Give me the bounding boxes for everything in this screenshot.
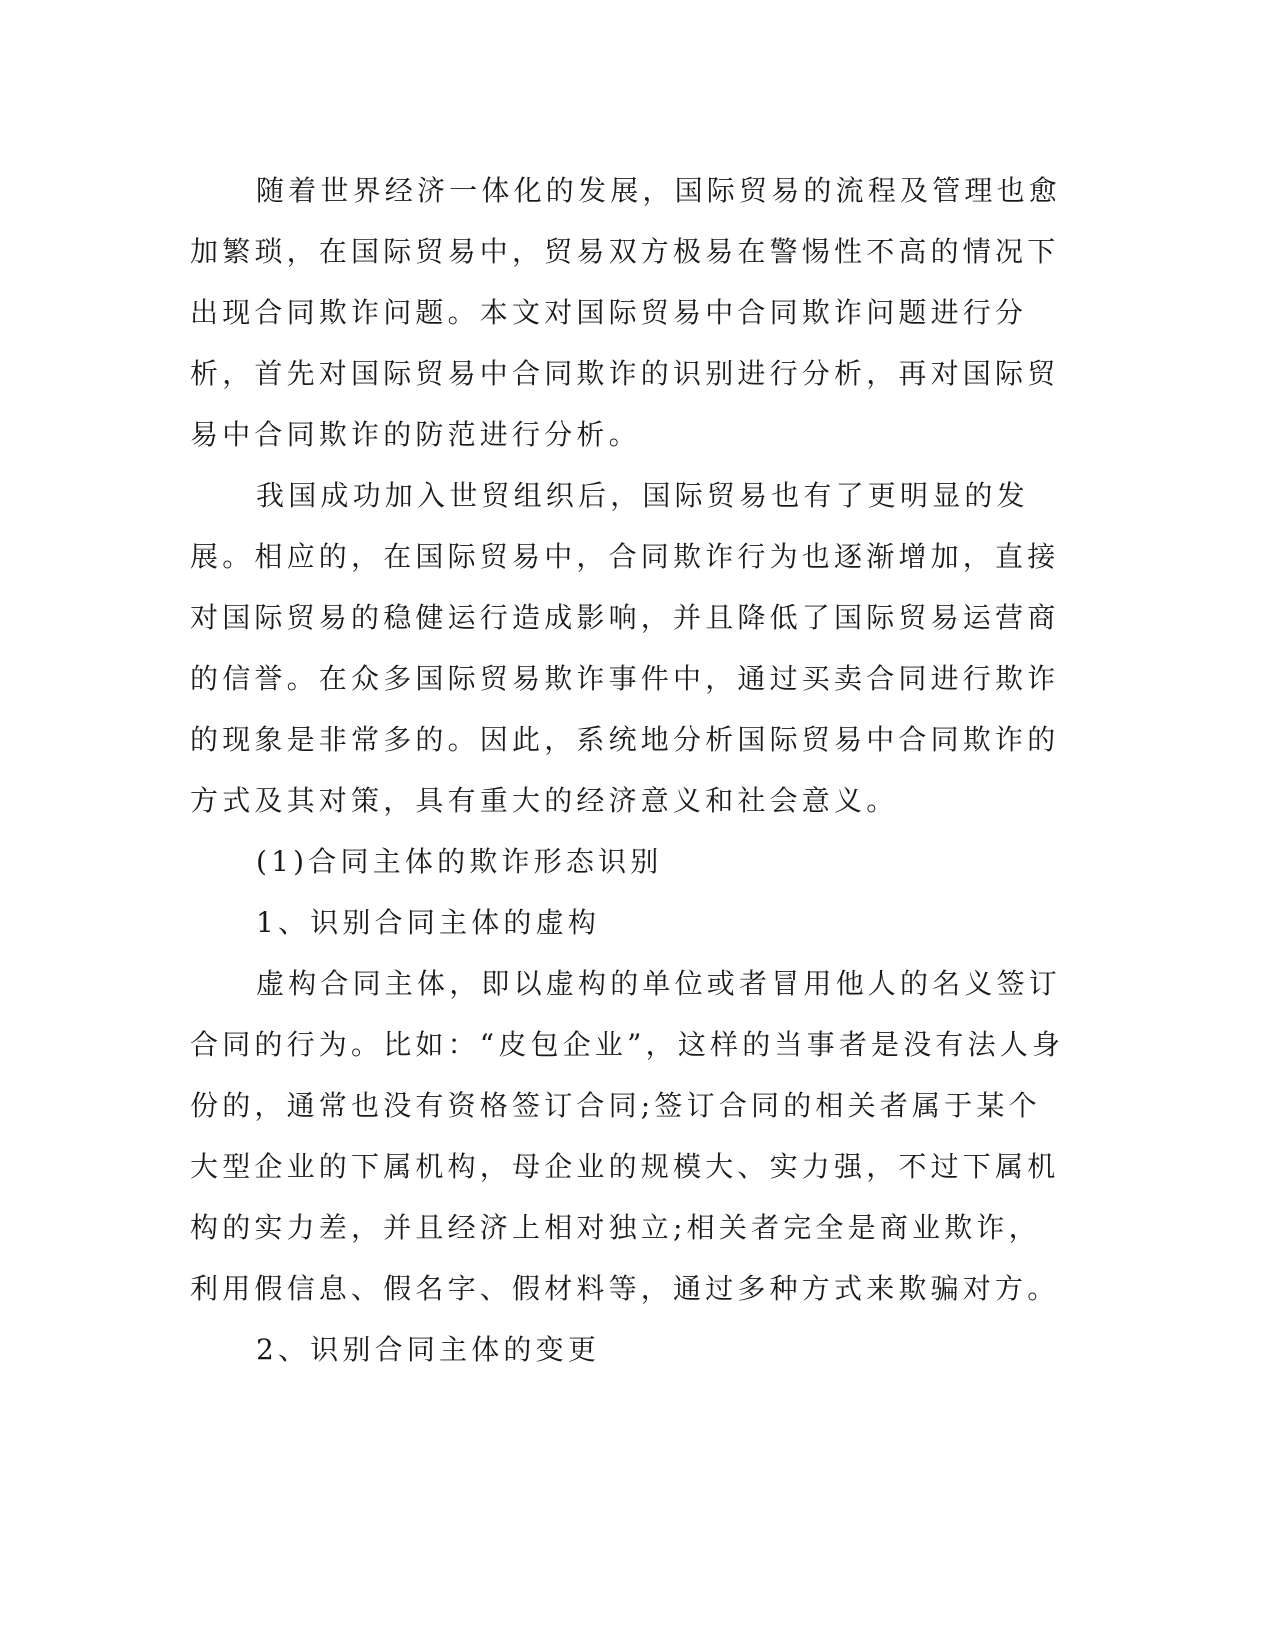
subheading-fictitious-subject: 1、识别合同主体的虚构 (256, 906, 601, 939)
subheading-subject-change: 2、识别合同主体的变更 (256, 1333, 601, 1366)
document-body (190, 160, 1070, 1380)
fictitious-subject-paragraph: 虚构合同主体，即以虚构的单位或者冒用他人的名义签订合同的行为。比如：“皮包企业”，这样的当事者是没有法人身份的，通常也没有资格签订合同;签订合同的相关者属于某个大型企业的下属机构，母企业的规模大、实力强，不过下属机构的实力差，并且经济上相对独立;相关者完全是商业欺诈，利用假信息、假名字、假材料等，通过多种方式来欺骗对方。 (190, 967, 1065, 1305)
background-paragraph: 我国成功加入世贸组织后，国际贸易也有了更明显的发展。相应的，在国际贸易中，合同欺诈行为也逐渐增加，直接对国际贸易的稳健运行造成影响，并且降低了国际贸易运营商的信誉。在众多国际贸易欺诈事件中，通过买卖合同进行欺诈的现象是非常多的。因此，系统地分析国际贸易中合同欺诈的方式及其对策，具有重大的经济意义和社会意义。 (190, 479, 1060, 817)
intro-paragraph: 随着世界经济一体化的发展，国际贸易的流程及管理也愈加繁琐，在国际贸易中，贸易双方极易在警惕性不高的情况下出现合同欺诈问题。本文对国际贸易中合同欺诈问题进行分析，首先对国际贸易中合同欺诈的识别进行分析，再对国际贸易中合同欺诈的防范进行分析。 (190, 174, 1062, 451)
section-heading-subject-fraud: (1)合同主体的欺诈形态识别 (256, 845, 663, 878)
